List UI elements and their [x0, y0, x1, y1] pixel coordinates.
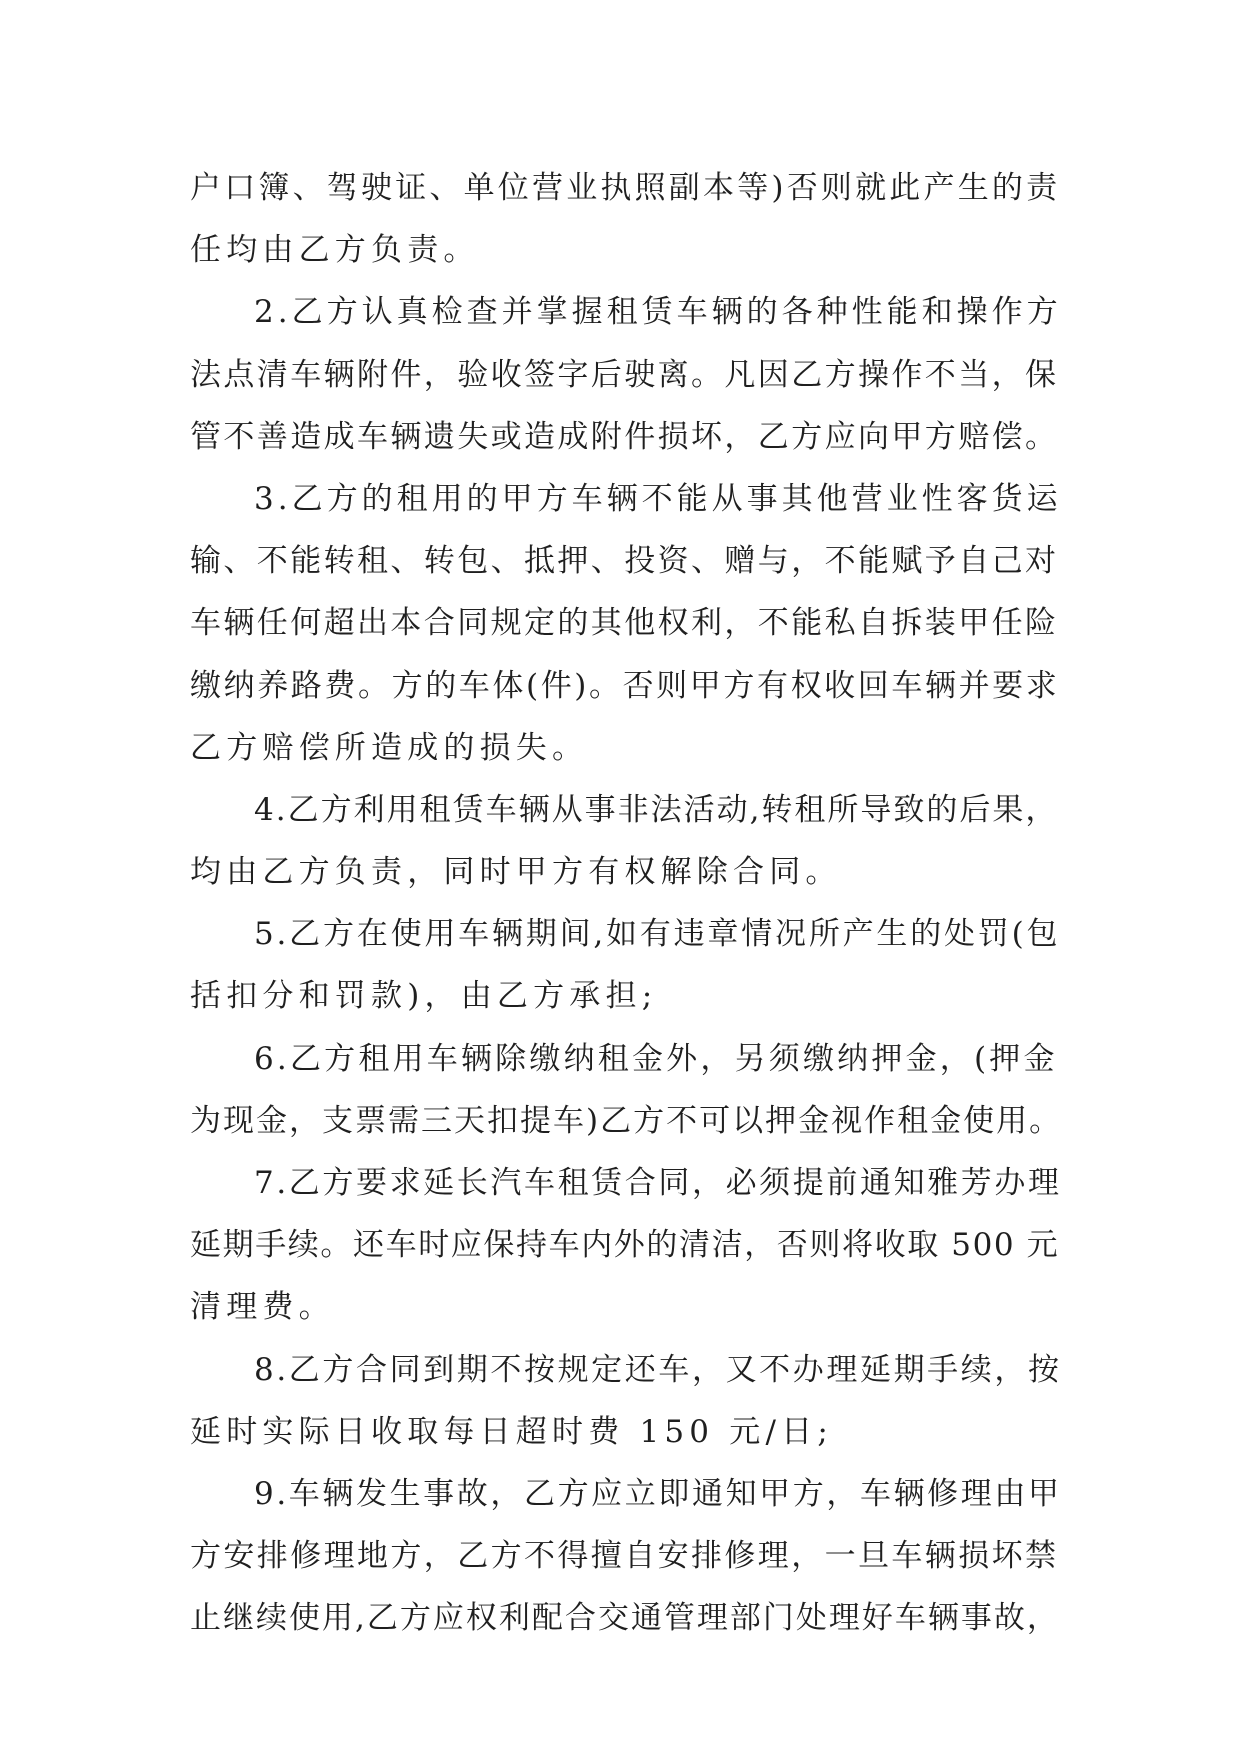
clause-8-start: 8.乙方合同到期不按规定还车，又不办理延期手续，按 [254, 1351, 1062, 1388]
text-line: 均由乙方负责，同时甲方有权解除合同。 [190, 854, 842, 891]
text-line: 管不善造成车辆遗失或造成附件损坏，乙方应向甲方赔偿。 [190, 418, 1059, 455]
clause-9-start: 9.车辆发生事故，乙方应立即通知甲方，车辆修理由甲 [254, 1475, 1062, 1512]
text-line: 输、不能转租、转包、抵押、投资、赠与，不能赋予自己对 [190, 543, 1059, 580]
text-line: 延期手续。还车时应保持车内外的清洁，否则将收取 500 元 [190, 1227, 1060, 1264]
text-line: 车辆任何超出本合同规定的其他权利，不能私自拆装甲任险 [190, 605, 1059, 642]
text-line: 户口簿、驾驶证、单位营业执照副本等)否则就此产生的责 [190, 170, 1061, 206]
text-line: 方安排修理地方，乙方不得擅自安排修理，一旦车辆损坏禁 [190, 1538, 1059, 1575]
clause-6-start: 6.乙方租用车辆除缴纳租金外，另须缴纳押金，(押金 [254, 1040, 1058, 1077]
text-line: 缴纳养路费。方的车体(件)。否则甲方有权收回车辆并要求 [190, 667, 1060, 704]
clause-5-start: 5.乙方在使用车辆期间,如有违章情况所产生的处罚(包 [254, 916, 1061, 953]
text-line: 括扣分和罚款)，由乙方承担; [190, 978, 658, 1015]
text-line: 延时实际日收取每日超时费 150 元/日; [190, 1413, 833, 1450]
clause-3-start: 3.乙方的租用的甲方车辆不能从事其他营业性客货运 [254, 480, 1062, 517]
clause-7-start: 7.乙方要求延长汽车租赁合同，必须提前通知雅芳办理 [254, 1165, 1062, 1201]
text-line: 止继续使用,乙方应权利配合交通管理部门处理好车辆事故， [190, 1600, 1060, 1637]
clause-4-start: 4.乙方利用租赁车辆从事非法活动,转租所导致的后果， [254, 791, 1059, 828]
text-line: 清理费。 [190, 1289, 335, 1326]
document-body [190, 157, 1062, 1650]
text-line: 乙方赔偿所造成的损失。 [190, 729, 589, 766]
text-line: 任均由乙方负责。 [190, 232, 480, 269]
clause-2-start: 2.乙方认真检查并掌握租赁车辆的各种性能和操作方 [254, 294, 1062, 331]
text-line: 法点清车辆附件，验收签字后驶离。凡因乙方操作不当，保 [190, 356, 1059, 393]
text-line: 为现金，支票需三天扣提车)乙方不可以押金视作租金使用。 [190, 1102, 1063, 1139]
